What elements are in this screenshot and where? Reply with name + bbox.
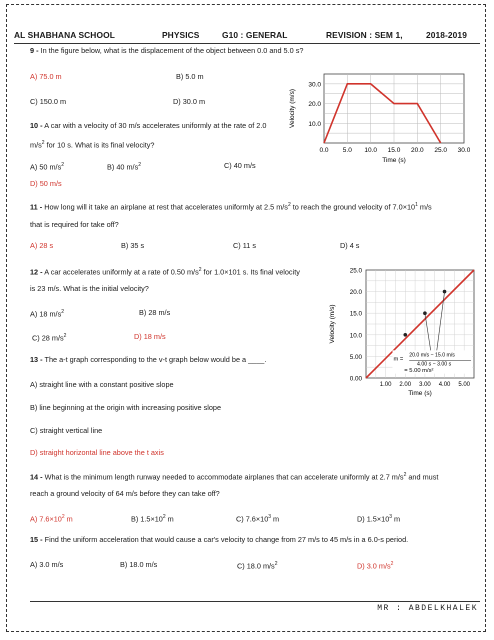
chart1-y-tick: 20.0 bbox=[308, 101, 321, 109]
chart2-y-tick: 0.00 bbox=[349, 375, 362, 383]
q14-option-a[interactable]: A) $7.6\times 10^2$ m bbox=[30, 514, 73, 524]
q15-option-d[interactable]: D) 3.0 $m/s^2$ bbox=[357, 561, 394, 571]
chart2-x-tick: 3.00 bbox=[419, 382, 431, 388]
q10-option-b[interactable]: B) 40 $m/s^2$ bbox=[107, 162, 142, 172]
chart1-y-tick: 10.0 bbox=[308, 120, 321, 128]
chart2-x-tick: 5.00 bbox=[458, 382, 471, 388]
question-14-line1: 14 - What is the minimum length runway needed to accommodate airplanes that can accelerate uniformly at 2.7 $m/s^2$ and must bbox=[30, 472, 439, 482]
q10-option-a[interactable]: A) 50 $m/s^2$ bbox=[30, 162, 65, 172]
chart1-x-tick: 15.0 bbox=[387, 147, 401, 154]
q13-option-b[interactable]: B) line beginning at the origin with increasing positive slope bbox=[30, 403, 222, 412]
q10-option-c[interactable]: C) 40 m/s bbox=[224, 161, 256, 170]
footer-rule bbox=[30, 601, 480, 602]
q9-option-d[interactable]: D) 30.0 m bbox=[173, 97, 206, 106]
q11-option-a[interactable]: A) 28 s bbox=[30, 241, 54, 250]
chart2-y-tick: 10.0 bbox=[349, 332, 362, 340]
question-12-line2: is 23 m/s. What is the initial velocity? bbox=[30, 284, 149, 293]
chart1-x-tick: 20.0 bbox=[411, 147, 424, 154]
revision: REVISION : SEM 1, bbox=[326, 30, 403, 40]
chart2-y-tick: 5.00 bbox=[349, 353, 362, 361]
q11-option-d[interactable]: D) 4 s bbox=[340, 241, 360, 250]
chart1-y-tick: 30.0 bbox=[308, 81, 321, 89]
q11-option-c[interactable]: C) 11 s bbox=[233, 241, 256, 250]
q9-option-c[interactable]: C) 150.0 m bbox=[30, 97, 67, 106]
chart1-y-label: Velocity (m/s) bbox=[289, 88, 296, 129]
question-13: 13 - The a-t graph corresponding to the v-t graph below would be a ____. bbox=[30, 355, 267, 364]
chart1-x-tick: 25.0 bbox=[434, 147, 447, 154]
q14-option-d[interactable]: D) $1.5\times 10^3$ m bbox=[357, 514, 401, 524]
chart2-x-tick: 4.00 bbox=[438, 382, 451, 388]
q15-option-a[interactable]: A) 3.0 m/s bbox=[30, 560, 64, 569]
question-9: 9 - In the figure below, what is the displacement of the object between 0.0 and 5.0 s? bbox=[30, 46, 304, 55]
chart1-x-tick: 30.0 bbox=[457, 147, 470, 154]
q15-option-b[interactable]: B) 18.0 m/s bbox=[120, 560, 158, 569]
chart2-annotation-result: = 5.00 m/s² bbox=[404, 367, 434, 374]
question-10-line1: 10 - A car with a velocity of 30 m/s accelerates uniformly at the rate of 2.0 bbox=[30, 121, 267, 130]
question-14-line2: reach a ground velocity of 64 m/s before they can take off? bbox=[30, 489, 220, 498]
chart1-x-tick: 10.0 bbox=[364, 147, 377, 154]
page-header bbox=[14, 30, 480, 42]
chart1-x-label: Time (s) bbox=[382, 157, 406, 164]
q12-option-a[interactable]: A) 18 $m/s^2$ bbox=[30, 309, 65, 319]
grade: G10 : GENERAL bbox=[222, 30, 288, 40]
chart2-annotation-m: m = bbox=[393, 356, 404, 363]
question-11-line2: that is required for take off? bbox=[30, 220, 119, 229]
q10-option-d[interactable]: D) 50 m/s bbox=[30, 179, 62, 188]
question-11-line1: 11 - How long will it take an airplane at rest that accelerates uniformly at 2.5 $m/s^2$ to reach the ground velocity of $7.0\times 10^1$ m/s bbox=[30, 202, 432, 212]
chart2-x-tick: 2.00 bbox=[399, 382, 412, 388]
q15-option-c[interactable]: C) 18.0 $m/s^2$ bbox=[237, 561, 278, 571]
school-name: AL SHABHANA SCHOOL bbox=[14, 30, 115, 40]
school-year: 2018-2019 bbox=[426, 30, 467, 40]
q12-option-c[interactable]: C) 28 $m/s^2$ bbox=[32, 333, 67, 343]
chart1-x-tick: 0.0 bbox=[319, 147, 329, 154]
chart2-x-tick: 1.00 bbox=[379, 382, 392, 388]
q9-option-b[interactable]: B) 5.0 m bbox=[176, 72, 204, 81]
question-10-line2: $m/s^2$ for 10 s. What is its final velocity? bbox=[30, 140, 155, 150]
velocity-time-chart-2 bbox=[326, 264, 482, 400]
chart1-x-tick: 5.0 bbox=[342, 147, 352, 154]
chart2-annotation-numerator: 20.0 m/s − 15.0 m/s bbox=[409, 352, 455, 359]
header-rule bbox=[14, 43, 480, 44]
velocity-time-chart-1 bbox=[286, 68, 470, 168]
q14-option-b[interactable]: B) $1.5\times 10^2$ m bbox=[131, 514, 174, 524]
chart2-annotation-denominator: 4.00 s − 3.00 s bbox=[417, 361, 452, 368]
q12-option-b[interactable]: B) 28 m/s bbox=[139, 308, 171, 317]
chart2-y-label: Velocity (m/s) bbox=[329, 304, 336, 344]
q13-option-a[interactable]: A) straight line with a constant positive slope bbox=[30, 380, 174, 389]
chart2-y-tick: 25.0 bbox=[349, 267, 362, 275]
chart2-x-label: Time (s) bbox=[408, 390, 432, 397]
chart2-y-tick: 20.0 bbox=[349, 289, 362, 297]
subject: PHYSICS bbox=[162, 30, 200, 40]
chart2-y-tick: 15.0 bbox=[349, 310, 362, 318]
teacher-name: MR : ABDELKHALEK bbox=[377, 604, 478, 613]
question-12-line1: 12 - A car accelerates uniformly at a rate of 0.50 $m/s^2$ for 1.0×101 s. Its final velocity bbox=[30, 267, 300, 277]
q14-option-c[interactable]: C) $7.6\times 10^3$ m bbox=[236, 514, 280, 524]
question-15: 15 - Find the uniform acceleration that would cause a car's velocity to change from 27 m/s to 45 m/s in a 6.0-s period. bbox=[30, 535, 409, 544]
q9-option-a[interactable]: A) 75.0 m bbox=[30, 72, 62, 81]
q11-option-b[interactable]: B) 35 s bbox=[121, 241, 145, 250]
q12-option-d[interactable]: D) 18 m/s bbox=[134, 332, 166, 341]
q13-option-d[interactable]: D) straight horizontal line above the t axis bbox=[30, 448, 164, 457]
q13-option-c[interactable]: C) straight vertical line bbox=[30, 426, 103, 435]
chart2-point bbox=[403, 333, 407, 337]
